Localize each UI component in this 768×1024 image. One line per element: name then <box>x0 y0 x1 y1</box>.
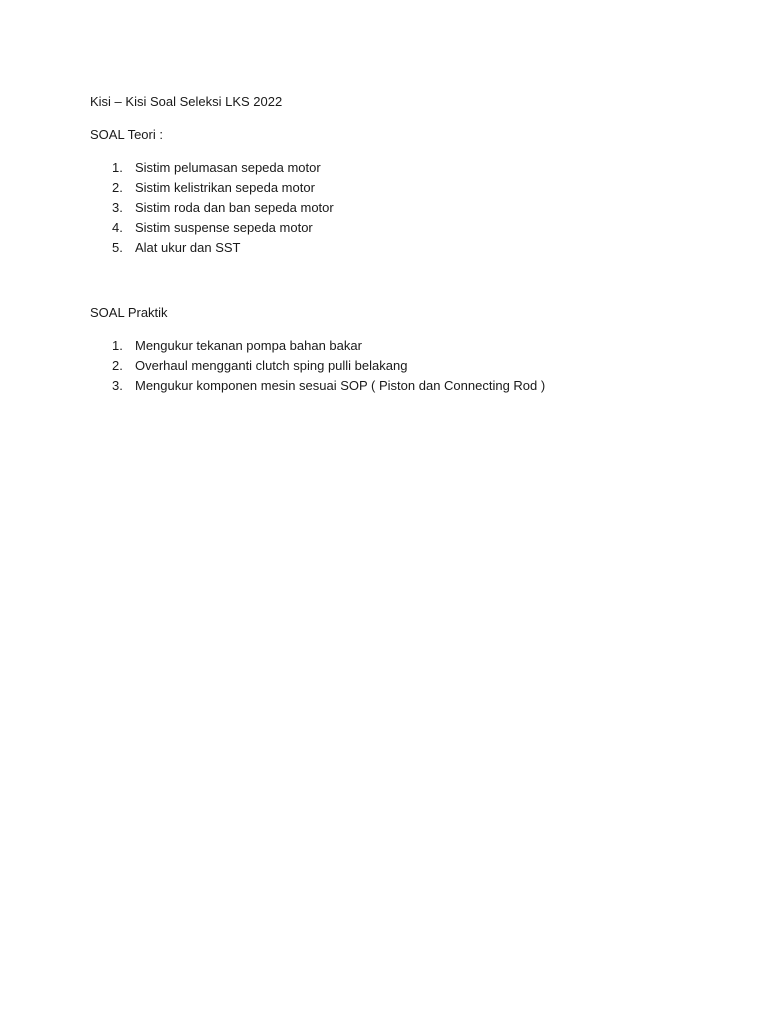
list-item <box>112 338 545 358</box>
list-item-number: 5. <box>112 240 123 255</box>
list-item-number: 3. <box>112 378 123 393</box>
list-item-text: Overhaul mengganti clutch sping pulli belakang <box>135 358 408 373</box>
teori-list <box>112 160 334 260</box>
list-item-text: Mengukur komponen mesin sesuai SOP ( Piston dan Connecting Rod ) <box>135 378 546 393</box>
list-item <box>112 220 334 240</box>
list-item <box>112 160 334 180</box>
list-item-text: Sistim suspense sepeda motor <box>135 220 313 235</box>
praktik-heading: SOAL Praktik <box>90 305 168 320</box>
list-item-number: 2. <box>112 358 123 373</box>
list-item-number: 2. <box>112 180 123 195</box>
list-item-text: Alat ukur dan SST <box>135 240 241 255</box>
list-item-text: Sistim roda dan ban sepeda motor <box>135 200 334 215</box>
list-item <box>112 200 334 220</box>
list-item <box>112 240 334 260</box>
list-item-number: 3. <box>112 200 123 215</box>
list-item <box>112 378 545 398</box>
list-item <box>112 358 545 378</box>
document-title: Kisi – Kisi Soal Seleksi LKS 2022 <box>90 94 283 109</box>
list-item-text: Sistim kelistrikan sepeda motor <box>135 180 315 195</box>
list-item <box>112 180 334 200</box>
list-item-text: Sistim pelumasan sepeda motor <box>135 160 321 175</box>
list-item-text: Mengukur tekanan pompa bahan bakar <box>135 338 362 353</box>
list-item-number: 4. <box>112 220 123 235</box>
list-item-number: 1. <box>112 338 123 353</box>
praktik-list <box>112 338 545 398</box>
list-item-number: 1. <box>112 160 123 175</box>
teori-heading: SOAL Teori : <box>90 127 163 142</box>
